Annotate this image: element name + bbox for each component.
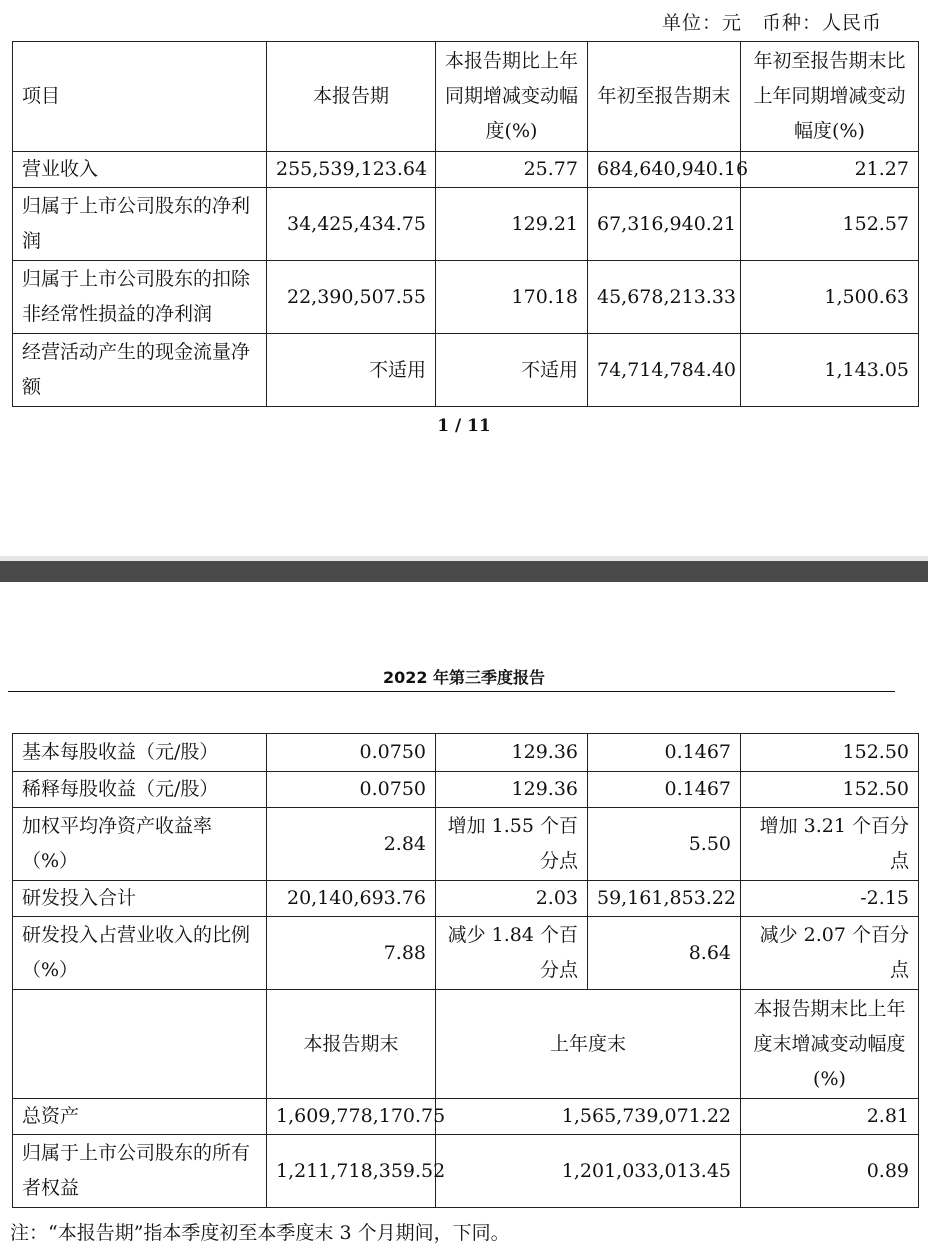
table-row: [13, 1135, 919, 1208]
row-label: 基本每股收益（元/股）: [13, 734, 267, 772]
header-item: 项目: [13, 42, 267, 152]
cell-value: 8.64: [588, 917, 741, 990]
subheader-prior-year-end: 上年度末: [436, 990, 741, 1099]
footnote: 注：“本报告期”指本季度初至本季度末 3 个月期间，下同。: [10, 1222, 510, 1244]
cell-value: -2.15: [741, 881, 919, 917]
table-row: [13, 917, 919, 990]
cell-value: 不适用: [436, 334, 588, 407]
title-underline: [8, 691, 895, 692]
report-title: 2022 年第三季度报告: [382, 668, 546, 687]
cell-value: 1,211,718,359.52: [267, 1135, 436, 1208]
cell-value: 减少 2.07 个百分点: [741, 917, 919, 990]
row-label: 加权平均净资产收益率（%）: [13, 808, 267, 881]
table-row: [13, 772, 919, 808]
row-label: 营业收入: [13, 152, 267, 188]
table-row: [13, 152, 919, 188]
cell-value: 2.81: [741, 1099, 919, 1135]
cell-value: 152.57: [741, 188, 919, 261]
cell-value: 129.36: [436, 772, 588, 808]
cell-value: 0.1467: [588, 772, 741, 808]
header-ytd-change: 年初至报告期末比上年同期增减变动幅度(%): [741, 42, 919, 152]
cell-value: 2.03: [436, 881, 588, 917]
cell-value: 20,140,693.76: [267, 881, 436, 917]
cell-value: 67,316,940.21: [588, 188, 741, 261]
cell-value: 684,640,940.16: [588, 152, 741, 188]
table-row: [13, 1099, 919, 1135]
cell-value: 34,425,434.75: [267, 188, 436, 261]
row-label: 归属于上市公司股东的所有者权益: [13, 1135, 267, 1208]
cell-value: 152.50: [741, 734, 919, 772]
row-label: 归属于上市公司股东的扣除非经常性损益的净利润: [13, 261, 267, 334]
cell-value: 129.21: [436, 188, 588, 261]
cell-value: 0.0750: [267, 734, 436, 772]
unit-currency-line: 单位：元 币种：人民币: [661, 12, 882, 34]
row-label: 稀释每股收益（元/股）: [13, 772, 267, 808]
row-label: 归属于上市公司股东的净利润: [13, 188, 267, 261]
cell-value: 129.36: [436, 734, 588, 772]
cell-value: 255,539,123.64: [267, 152, 436, 188]
subheader-blank: [13, 990, 267, 1099]
table-row: [13, 261, 919, 334]
cell-value: 1,500.63: [741, 261, 919, 334]
cell-value: 1,201,033,013.45: [436, 1135, 741, 1208]
cell-value: 1,143.05: [741, 334, 919, 407]
row-label: 经营活动产生的现金流量净额: [13, 334, 267, 407]
table-row: [13, 881, 919, 917]
cell-value: 增加 3.21 个百分点: [741, 808, 919, 881]
cell-value: 0.1467: [588, 734, 741, 772]
cell-value: 0.89: [741, 1135, 919, 1208]
financial-table-top: [12, 41, 919, 407]
cell-value: 不适用: [267, 334, 436, 407]
cell-value: 增加 1.55 个百分点: [436, 808, 588, 881]
row-label: 总资产: [13, 1099, 267, 1135]
cell-value: 1,609,778,170.75: [267, 1099, 436, 1135]
cell-value: 45,678,213.33: [588, 261, 741, 334]
cell-value: 0.0750: [267, 772, 436, 808]
cell-value: 2.84: [267, 808, 436, 881]
row-label: 研发投入占营业收入的比例（%）: [13, 917, 267, 990]
header-current-change: 本报告期比上年同期增减变动幅度(%): [436, 42, 588, 152]
page-number: 1 / 11: [437, 416, 491, 436]
table-row: [13, 734, 919, 772]
header-current-period: 本报告期: [267, 42, 436, 152]
subheader-change: 本报告期末比上年度末增减变动幅度(%): [741, 990, 919, 1099]
cell-value: 1,565,739,071.22: [436, 1099, 741, 1135]
cell-value: 59,161,853.22: [588, 881, 741, 917]
cell-value: 74,714,784.40: [588, 334, 741, 407]
cell-value: 25.77: [436, 152, 588, 188]
cell-value: 170.18: [436, 261, 588, 334]
cell-value: 21.27: [741, 152, 919, 188]
page-break-divider: [0, 561, 928, 582]
financial-table-bottom: [12, 733, 919, 1208]
cell-value: 22,390,507.55: [267, 261, 436, 334]
cell-value: 152.50: [741, 772, 919, 808]
header-ytd: 年初至报告期末: [588, 42, 741, 152]
table-row: [13, 334, 919, 407]
row-label: 研发投入合计: [13, 881, 267, 917]
subheader-row: [13, 990, 919, 1099]
table-row: [13, 808, 919, 881]
table-row: [13, 188, 919, 261]
cell-value: 减少 1.84 个百分点: [436, 917, 588, 990]
cell-value: 5.50: [588, 808, 741, 881]
cell-value: 7.88: [267, 917, 436, 990]
subheader-period-end: 本报告期末: [267, 990, 436, 1099]
table-header-row: [13, 42, 919, 152]
